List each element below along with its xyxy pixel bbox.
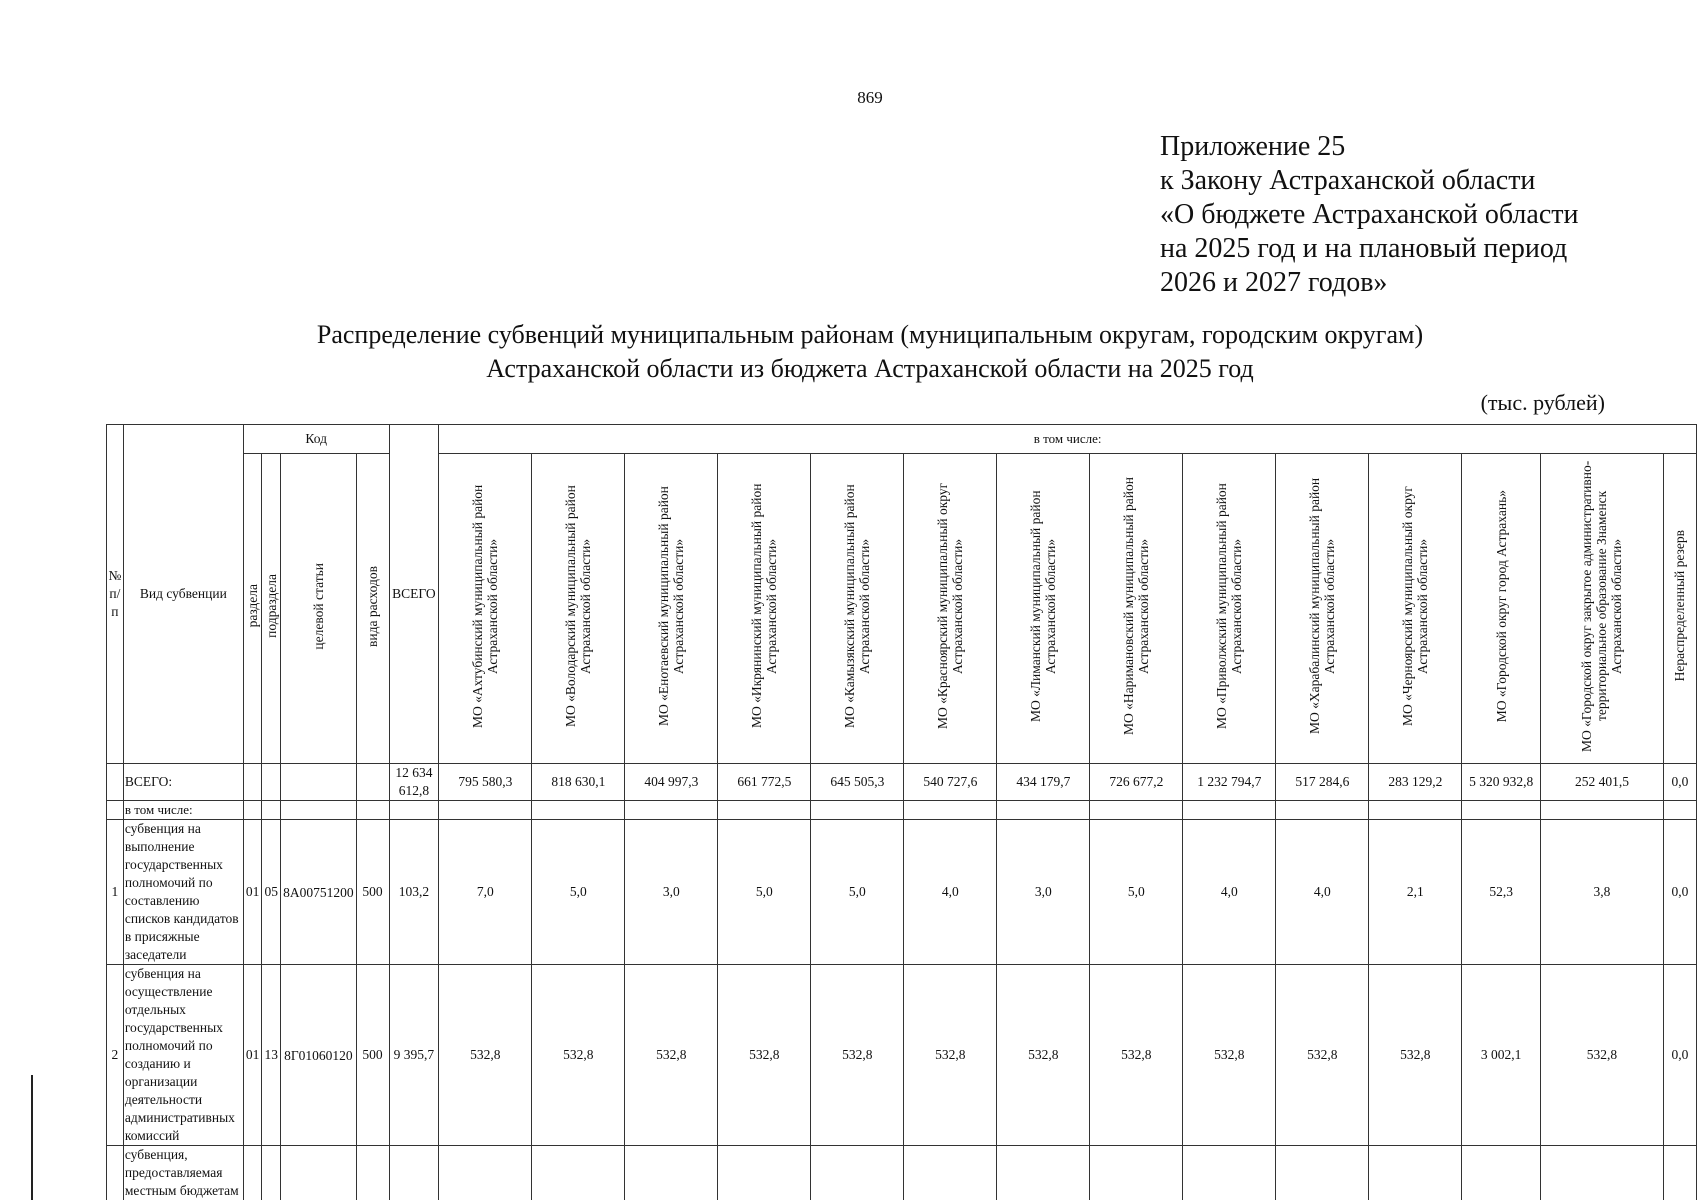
header-row-top xyxy=(107,425,1697,454)
header-municipality: МО «Приволжский муниципальный район Астраханской области» xyxy=(1214,483,1245,729)
table-row xyxy=(107,820,1697,965)
appendix-line: «О бюджете Астраханской области xyxy=(1160,199,1579,230)
header-municipality-cell xyxy=(904,454,997,764)
header-vid: вида расходов xyxy=(365,565,381,647)
cell-value: 532,8 xyxy=(1369,965,1462,1146)
cell-total: 12 634 612,8 xyxy=(389,764,439,801)
header-municipality: МО «Городской округ закрытое административно-территориальное образование Знаменск Астраханской области» xyxy=(1579,460,1625,752)
cell-value: 532,8 xyxy=(997,965,1090,1146)
header-municipality-cell xyxy=(1276,454,1369,764)
cell-num: 2 xyxy=(107,965,124,1146)
cell-empty xyxy=(439,801,532,820)
cell-value xyxy=(997,1146,1090,1200)
cell-razdel: 01 xyxy=(243,820,261,965)
cell-empty xyxy=(1183,801,1276,820)
cell-name: субвенция, предоставляемая местным бюджетам xyxy=(123,1146,243,1200)
cell-value xyxy=(1369,1146,1462,1200)
cell-value: 3,8 xyxy=(1540,820,1663,965)
header-municipality-cell xyxy=(1369,454,1462,764)
cell-podrazdel xyxy=(262,1146,281,1200)
margin-rule xyxy=(31,1075,33,1200)
table-row-total xyxy=(107,764,1697,801)
header-municipality-cell xyxy=(811,454,904,764)
cell-podrazdel xyxy=(262,764,281,801)
header-podrazdel-cell xyxy=(262,454,281,764)
appendix-line: на 2025 год и на плановый период xyxy=(1160,233,1568,264)
cell-podrazdel: 13 xyxy=(262,965,281,1146)
header-razdel: раздела xyxy=(245,584,261,628)
cell-num xyxy=(107,1146,124,1200)
cell-vid: 500 xyxy=(356,965,389,1146)
cell-value xyxy=(1276,1146,1369,1200)
cell-value: 0,0 xyxy=(1663,820,1696,965)
cell-razdel xyxy=(243,764,261,801)
cell-num xyxy=(107,764,124,801)
cell-total: 103,2 xyxy=(389,820,439,965)
cell-value xyxy=(904,1146,997,1200)
header-municipality: МО «Ахтубинский муниципальный район Астраханской области» xyxy=(470,484,501,728)
cell-value: 818 630,1 xyxy=(532,764,625,801)
cell-value xyxy=(1090,1146,1183,1200)
cell-vid xyxy=(356,764,389,801)
cell-value: 5,0 xyxy=(1090,820,1183,965)
cell-vid xyxy=(356,1146,389,1200)
cell-total: 9 395,7 xyxy=(389,965,439,1146)
header-municipality: МО «Лиманский муниципальный район Астраханской области» xyxy=(1028,490,1059,722)
header-municipality-cell xyxy=(1540,454,1663,764)
header-municipality: МО «Черноярский муниципальный округ Астраханской области» xyxy=(1400,486,1431,726)
header-municipality: МО «Енотаевский муниципальный район Астраханской области» xyxy=(656,486,687,726)
header-municipality: Нераспределенный резерв xyxy=(1672,530,1688,682)
header-target-cell xyxy=(281,454,356,764)
cell-empty xyxy=(1663,801,1696,820)
cell-value: 532,8 xyxy=(1276,965,1369,1146)
cell-value: 5,0 xyxy=(532,820,625,965)
subvention-table xyxy=(106,424,1697,1200)
cell-value xyxy=(1540,1146,1663,1200)
header-municipality-cell xyxy=(625,454,718,764)
header-including: в том числе: xyxy=(439,425,1697,454)
cell-empty xyxy=(718,801,811,820)
cell-value: 3,0 xyxy=(625,820,718,965)
header-municipality: МО «Харабалинский муниципальный район Астраханской области» xyxy=(1307,477,1338,735)
cell-razdel xyxy=(243,1146,261,1200)
target-code: 8А00751200 xyxy=(283,884,354,900)
cell-value: 5,0 xyxy=(718,820,811,965)
cell-value xyxy=(1183,1146,1276,1200)
cell-value: 5 320 932,8 xyxy=(1462,764,1541,801)
cell-value: 283 129,2 xyxy=(1369,764,1462,801)
cell-empty xyxy=(1276,801,1369,820)
cell-value xyxy=(625,1146,718,1200)
header-total: ВСЕГО xyxy=(389,425,439,764)
cell-value: 5,0 xyxy=(811,820,904,965)
cell-razdel: 01 xyxy=(243,965,261,1146)
appendix-block xyxy=(1160,130,1578,300)
cell-value: 726 677,2 xyxy=(1090,764,1183,801)
target-code: 8Г01060120 xyxy=(284,1047,353,1063)
cell-value: 434 179,7 xyxy=(997,764,1090,801)
cell-value: 0,0 xyxy=(1663,764,1696,801)
cell-empty xyxy=(1090,801,1183,820)
cell-empty xyxy=(625,801,718,820)
header-municipality: МО «Икрянинский муниципальный район Астраханской области» xyxy=(749,483,780,729)
cell-value: 4,0 xyxy=(904,820,997,965)
cell-empty xyxy=(1462,801,1541,820)
header-municipality-cell xyxy=(532,454,625,764)
cell-value: 532,8 xyxy=(532,965,625,1146)
cell-empty xyxy=(243,801,261,820)
cell-vid: 500 xyxy=(356,820,389,965)
appendix-line: Приложение 25 xyxy=(1160,131,1346,162)
cell-value: 661 772,5 xyxy=(718,764,811,801)
header-municipality: МО «Городской округ город Астрахань» xyxy=(1493,489,1509,723)
header-municipality-cell xyxy=(997,454,1090,764)
cell-value xyxy=(718,1146,811,1200)
cell-value: 532,8 xyxy=(1540,965,1663,1146)
cell-value: 2,1 xyxy=(1369,820,1462,965)
cell-empty xyxy=(107,801,124,820)
cell-empty xyxy=(997,801,1090,820)
header-municipality-cell xyxy=(439,454,532,764)
header-vid-cell xyxy=(356,454,389,764)
cell-value: 540 727,6 xyxy=(904,764,997,801)
appendix-line: к Закону Астраханской области xyxy=(1160,165,1536,196)
cell-empty xyxy=(389,801,439,820)
header-code: Код xyxy=(243,425,389,454)
cell-value: 3 002,1 xyxy=(1462,965,1541,1146)
header-municipality: МО «Красноярский муниципальный округ Астраханской области» xyxy=(935,482,966,730)
cell-value: 7,0 xyxy=(439,820,532,965)
units-label: (тыс. рублей) xyxy=(1480,390,1605,415)
header-razdel-cell xyxy=(243,454,261,764)
header-row-bottom xyxy=(107,454,1697,764)
cell-value: 0,0 xyxy=(1663,965,1696,1146)
cell-podrazdel: 05 xyxy=(262,820,281,965)
header-municipality-cell xyxy=(718,454,811,764)
cell-empty xyxy=(532,801,625,820)
cell-value: 3,0 xyxy=(997,820,1090,965)
header-municipality-cell xyxy=(1090,454,1183,764)
cell-value: 1 232 794,7 xyxy=(1183,764,1276,801)
cell-name: субвенция на выполнение государственных полномочий по составлению списков кандидатов в присяжные заседатели xyxy=(123,820,243,965)
cell-total xyxy=(389,1146,439,1200)
table-row xyxy=(107,1146,1697,1200)
header-municipality: МО «Володарский муниципальный район Астраханской области» xyxy=(563,485,594,727)
cell-value: 532,8 xyxy=(439,965,532,1146)
cell-value: 404 997,3 xyxy=(625,764,718,801)
cell-value xyxy=(1462,1146,1541,1200)
header-kind: Вид субвенции xyxy=(123,425,243,764)
table-row xyxy=(107,965,1697,1146)
cell-total-label: ВСЕГО: xyxy=(123,764,243,801)
header-target: целевой статьи xyxy=(310,562,326,650)
cell-num: 1 xyxy=(107,820,124,965)
cell-including-label: в том числе: xyxy=(123,801,243,820)
title-line: Распределение субвенций муниципальным районам (муниципальным округам, городским округам) xyxy=(316,320,1424,349)
cell-name: субвенция на осуществление отдельных государственных полномочий по созданию и организации деятельности административных комиссий xyxy=(123,965,243,1146)
cell-value: 645 505,3 xyxy=(811,764,904,801)
cell-value: 532,8 xyxy=(625,965,718,1146)
cell-empty xyxy=(904,801,997,820)
cell-value xyxy=(439,1146,532,1200)
header-municipality-cell xyxy=(1462,454,1541,764)
cell-target xyxy=(281,820,356,965)
cell-empty xyxy=(811,801,904,820)
cell-empty xyxy=(262,801,281,820)
cell-value: 52,3 xyxy=(1462,820,1541,965)
cell-target xyxy=(281,965,356,1146)
header-municipality-cell xyxy=(1183,454,1276,764)
cell-value: 4,0 xyxy=(1183,820,1276,965)
header-num: № п/п xyxy=(107,425,124,764)
cell-value: 4,0 xyxy=(1276,820,1369,965)
page-number: 869 xyxy=(857,88,883,107)
header-municipality-cell xyxy=(1663,454,1696,764)
cell-value xyxy=(1663,1146,1696,1200)
cell-target xyxy=(281,764,356,801)
cell-value: 532,8 xyxy=(1090,965,1183,1146)
header-municipality: МО «Наримановский муниципальный район Астраханской области» xyxy=(1121,477,1152,735)
cell-value: 532,8 xyxy=(1183,965,1276,1146)
cell-value: 532,8 xyxy=(904,965,997,1146)
cell-empty xyxy=(356,801,389,820)
cell-value xyxy=(532,1146,625,1200)
header-podrazdel: подраздела xyxy=(263,574,279,638)
cell-target xyxy=(281,1146,356,1200)
cell-value: 795 580,3 xyxy=(439,764,532,801)
cell-value: 532,8 xyxy=(811,965,904,1146)
document-title xyxy=(0,318,1697,386)
cell-empty xyxy=(281,801,356,820)
appendix-line: 2026 и 2027 годов» xyxy=(1160,267,1388,298)
title-line: Астраханской области из бюджета Астраханской области на 2025 год xyxy=(486,354,1254,383)
cell-value: 517 284,6 xyxy=(1276,764,1369,801)
header-municipality: МО «Камызякский муниципальный район Астраханской области» xyxy=(842,484,873,728)
cell-value: 252 401,5 xyxy=(1540,764,1663,801)
cell-empty xyxy=(1540,801,1663,820)
cell-value xyxy=(811,1146,904,1200)
cell-value: 532,8 xyxy=(718,965,811,1146)
table-row-including xyxy=(107,801,1697,820)
cell-empty xyxy=(1369,801,1462,820)
